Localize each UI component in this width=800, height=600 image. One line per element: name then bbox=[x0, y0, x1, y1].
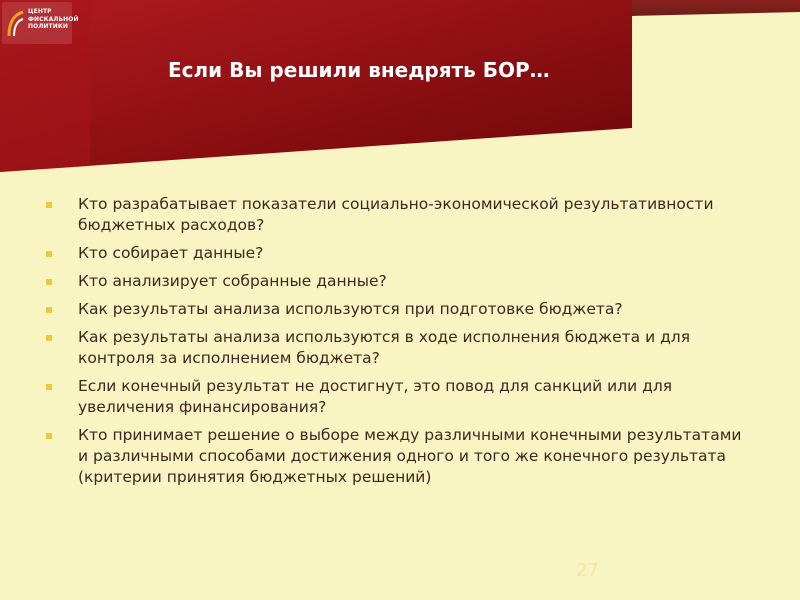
page-number: 27 bbox=[576, 560, 599, 581]
slide-title: Если Вы решили внедрять БОР… bbox=[168, 58, 550, 82]
square-bullet-icon bbox=[46, 202, 52, 208]
bullet-text: Кто собирает данные? bbox=[78, 244, 264, 262]
header-band bbox=[0, 0, 800, 190]
bullet-text: Кто разрабатывает показатели социально-экономической результативности бюджетных расходов? bbox=[78, 195, 714, 234]
bullet-text: Кто принимает решение о выборе между различными конечными результатами и различными способами достижения одного и того же конечного результата (критерии принятия бюджетных решений) bbox=[78, 426, 742, 486]
square-bullet-icon bbox=[46, 307, 52, 313]
logo-emblem-icon bbox=[6, 8, 26, 38]
bullet-text: Как результаты анализа используются при подготовке бюджета? bbox=[78, 300, 623, 318]
logo bbox=[2, 2, 79, 44]
square-bullet-icon bbox=[46, 384, 52, 390]
bullet-item bbox=[46, 327, 746, 369]
logo-line-2: ФИСКАЛЬНОЙ bbox=[28, 15, 79, 23]
bullet-item bbox=[46, 299, 746, 320]
bullet-list bbox=[46, 194, 746, 495]
square-bullet-icon bbox=[46, 279, 52, 285]
logo-line-1: ЦЕНТР bbox=[28, 8, 52, 15]
logo-line-3: ПОЛИТИКИ bbox=[28, 23, 68, 30]
bullet-item bbox=[46, 376, 746, 418]
square-bullet-icon bbox=[46, 433, 52, 439]
bullet-text: Кто анализирует собранные данные? bbox=[78, 272, 387, 290]
bullet-text: Если конечный результат не достигнут, это повод для санкций или для увеличения финансирования? bbox=[78, 377, 673, 416]
square-bullet-icon bbox=[46, 251, 52, 257]
bullet-text: Как результаты анализа используются в ходе исполнения бюджета и для контроля за исполнением бюджета? bbox=[78, 328, 691, 367]
square-bullet-icon bbox=[46, 335, 52, 341]
bullet-item bbox=[46, 243, 746, 264]
bullet-item bbox=[46, 194, 746, 236]
logo-text bbox=[28, 8, 79, 31]
bullet-item bbox=[46, 271, 746, 292]
bullet-item bbox=[46, 425, 746, 488]
